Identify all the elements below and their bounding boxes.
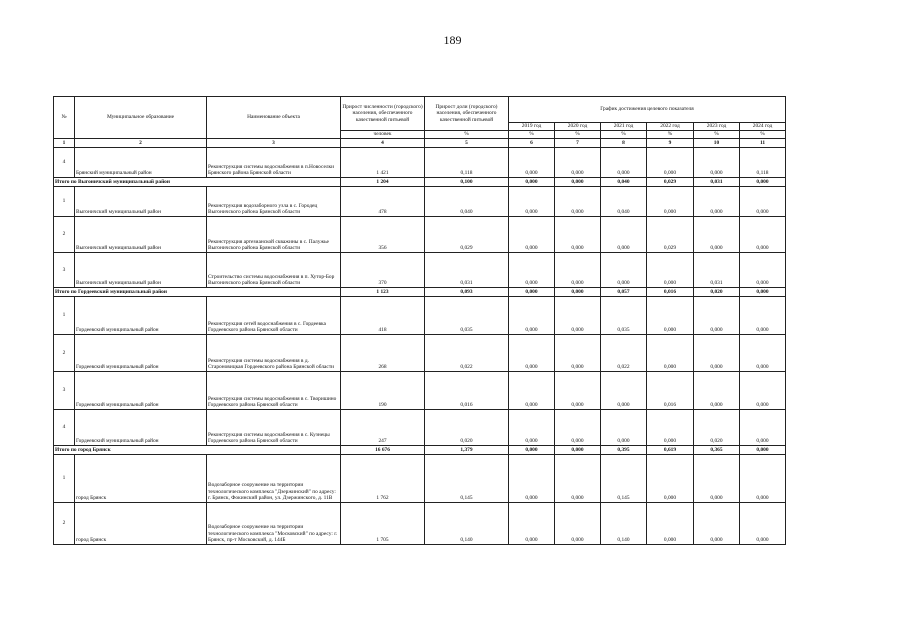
year-value-cell: 0,000: [647, 335, 694, 372]
municipality-cell: Гордеевский муниципальный район: [75, 335, 207, 372]
share-growth-cell: 0,140: [425, 503, 509, 545]
total-year-value: 0,000: [509, 178, 555, 187]
year-value-cell: 0,000: [509, 217, 555, 253]
total-year-value: 0,040: [601, 178, 647, 187]
total-year-value: 0,000: [740, 446, 786, 455]
header-year: 2024 год: [740, 123, 786, 131]
year-value-cell: 0,000: [647, 503, 694, 545]
share-growth-cell: 0,020: [425, 410, 509, 446]
year-value-cell: 0,000: [694, 455, 740, 503]
municipality-cell: город Брянск: [75, 455, 207, 503]
table-row: [54, 253, 786, 288]
year-value-cell: 0,000: [740, 455, 786, 503]
table-body: [54, 139, 786, 545]
year-value-cell: 0,016: [647, 372, 694, 410]
year-value-cell: 0,000: [555, 253, 601, 288]
year-value-cell: 0,000: [740, 410, 786, 446]
total-share-growth: 1,379: [425, 446, 509, 455]
year-value-cell: 0,000: [740, 217, 786, 253]
page-number: 189: [443, 33, 462, 47]
year-value-cell: 0,000: [555, 372, 601, 410]
year-value-cell: 0,040: [601, 187, 647, 217]
column-index: 10: [694, 139, 740, 148]
object-name-cell: Реконструкция системы водоснабжения в с. Кузнецы Гордеевского района Брянской области: [207, 410, 341, 446]
total-year-value: 0,016: [647, 288, 694, 297]
year-value-cell: 0,000: [555, 148, 601, 178]
year-value-cell: 0,000: [509, 372, 555, 410]
year-value-cell: 0,000: [647, 410, 694, 446]
year-value-cell: 0,000: [555, 410, 601, 446]
year-value-cell: 0,118: [740, 148, 786, 178]
year-value-cell: 0,000: [601, 410, 647, 446]
table-row: [54, 148, 786, 178]
object-name-cell: Реконструкция артезианской скважины в с. Палужье Выгоничского района Брянской области: [207, 217, 341, 253]
total-year-value: 0,619: [647, 446, 694, 455]
header-year: 2019 год: [509, 123, 555, 131]
year-value-cell: 0,000: [740, 372, 786, 410]
year-value-cell: 0,000: [647, 187, 694, 217]
column-index: 2: [75, 139, 207, 148]
total-row: [54, 446, 786, 455]
year-value-cell: 0,000: [740, 503, 786, 545]
total-row: [54, 288, 786, 297]
municipality-cell: Гордеевский муниципальный район: [75, 297, 207, 335]
header-year: 2023 год: [694, 123, 740, 131]
header-share-growth: Прирост доли (городского) населения, обеспеченного качественной питьевой: [425, 97, 509, 131]
table-row: [54, 455, 786, 503]
pop-growth-cell: 418: [341, 297, 425, 335]
row-number: 1: [54, 297, 75, 335]
year-value-cell: 0,140: [601, 503, 647, 545]
total-year-value: 0,395: [601, 446, 647, 455]
year-value-cell: 0,020: [694, 410, 740, 446]
unit-pct: %: [694, 131, 740, 139]
unit-pct: %: [647, 131, 694, 139]
column-index: 11: [740, 139, 786, 148]
share-growth-cell: 0,040: [425, 187, 509, 217]
object-name-cell: Строительство системы водоснабжения в п. Хутор-Бор Выгоничского района Брянской области: [207, 253, 341, 288]
pop-growth-cell: 190: [341, 372, 425, 410]
table-row: [54, 297, 786, 335]
column-index: 1: [54, 139, 75, 148]
total-share-growth: 0,093: [425, 288, 509, 297]
total-pop-growth: 1 204: [341, 178, 425, 187]
unit-pct: %: [601, 131, 647, 139]
pop-growth-cell: 1 705: [341, 503, 425, 545]
total-year-value: 0,000: [509, 446, 555, 455]
table-row: [54, 503, 786, 545]
total-year-value: 0,029: [647, 178, 694, 187]
total-year-value: 0,057: [601, 288, 647, 297]
pop-growth-cell: 1 762: [341, 455, 425, 503]
unit-pct: %: [509, 131, 555, 139]
year-value-cell: 0,000: [555, 503, 601, 545]
total-pop-growth: 16 676: [341, 446, 425, 455]
header-year: 2022 год: [647, 123, 694, 131]
year-value-cell: 0,000: [555, 217, 601, 253]
municipality-cell: Гордеевский муниципальный район: [75, 410, 207, 446]
total-year-value: 0,000: [555, 178, 601, 187]
year-value-cell: 0,000: [555, 455, 601, 503]
year-value-cell: 0,000: [601, 148, 647, 178]
unit-pct: %: [425, 131, 509, 139]
year-value-cell: 0,035: [601, 297, 647, 335]
year-value-cell: 0,000: [694, 503, 740, 545]
column-index: 8: [601, 139, 647, 148]
header-municipality: Муниципальное образование: [75, 97, 207, 139]
total-year-value: 0,000: [555, 288, 601, 297]
total-year-value: 0,365: [694, 446, 740, 455]
share-growth-cell: 0,022: [425, 335, 509, 372]
year-value-cell: 0,000: [694, 335, 740, 372]
year-value-cell: 0,000: [647, 297, 694, 335]
total-pop-growth: 1 123: [341, 288, 425, 297]
total-share-growth: 0,100: [425, 178, 509, 187]
column-index: 5: [425, 139, 509, 148]
year-value-cell: 0,000: [509, 455, 555, 503]
unit-pct: %: [740, 131, 786, 139]
municipality-cell: Выгоничский муниципальный район: [75, 253, 207, 288]
municipality-cell: Гордеевский муниципальный район: [75, 372, 207, 410]
total-label: Итого по Выгоничский муниципальный район: [54, 178, 341, 187]
table-row: [54, 217, 786, 253]
pop-growth-cell: 268: [341, 335, 425, 372]
header-no: №: [54, 97, 75, 139]
share-growth-cell: 0,029: [425, 217, 509, 253]
total-row: [54, 178, 786, 187]
year-value-cell: 0,000: [601, 253, 647, 288]
year-value-cell: 0,000: [509, 297, 555, 335]
year-value-cell: 0,031: [694, 253, 740, 288]
year-value-cell: 0,000: [601, 372, 647, 410]
column-index: 7: [555, 139, 601, 148]
object-name-cell: Реконструкция сетей водоснабжения в с. Гордеевка Гордеевского района Брянской области: [207, 297, 341, 335]
year-value-cell: 0,000: [647, 253, 694, 288]
object-name-cell: Водозаборное сооружение на территории технологического комплекса "Московский" по адресу: г. Брянск, пр-т Московский, д. 144Б: [207, 503, 341, 545]
share-growth-cell: 0,145: [425, 455, 509, 503]
header-year: 2020 год: [555, 123, 601, 131]
row-number: 2: [54, 503, 75, 545]
total-year-value: 0,000: [740, 288, 786, 297]
row-number: 4: [54, 148, 75, 178]
total-year-value: 0,031: [694, 178, 740, 187]
year-value-cell: 0,145: [601, 455, 647, 503]
table-row: [54, 335, 786, 372]
year-value-cell: 0,000: [694, 187, 740, 217]
year-value-cell: 0,000: [509, 148, 555, 178]
row-number: 3: [54, 253, 75, 288]
row-number: 1: [54, 455, 75, 503]
year-value-cell: 0,000: [740, 335, 786, 372]
year-value-cell: 0,000: [509, 253, 555, 288]
municipality-cell: город Брянск: [75, 503, 207, 545]
pop-growth-cell: 356: [341, 217, 425, 253]
header-object: Наименование объекта: [207, 97, 341, 139]
pop-growth-cell: 1 421: [341, 148, 425, 178]
year-value-cell: 0,000: [694, 297, 740, 335]
pop-growth-cell: 247: [341, 410, 425, 446]
total-label: Итого по город Брянск: [54, 446, 341, 455]
row-number: 2: [54, 217, 75, 253]
total-year-value: 0,020: [694, 288, 740, 297]
object-name-cell: Реконструкция системы водоснабжения в д. Староновицкая Гордеевского района Брянской области: [207, 335, 341, 372]
header-pop-growth: Прирост численности (городского) населения, обеспеченного качественной питьевой: [341, 97, 425, 131]
year-value-cell: 0,000: [601, 217, 647, 253]
year-value-cell: 0,000: [647, 455, 694, 503]
year-value-cell: 0,000: [509, 187, 555, 217]
municipality-cell: Брянский муниципальный район: [75, 148, 207, 178]
share-growth-cell: 0,016: [425, 372, 509, 410]
target-indicator-table: [53, 96, 786, 545]
year-value-cell: 0,000: [509, 410, 555, 446]
total-year-value: 0,000: [509, 288, 555, 297]
row-number: 1: [54, 187, 75, 217]
column-index: 6: [509, 139, 555, 148]
year-value-cell: 0,000: [555, 187, 601, 217]
unit-people: человек: [341, 131, 425, 139]
municipality-cell: Выгоничский муниципальный район: [75, 217, 207, 253]
pop-growth-cell: 478: [341, 187, 425, 217]
column-index: 4: [341, 139, 425, 148]
year-value-cell: 0,000: [694, 372, 740, 410]
object-name-cell: Реконструкция водозаборного узла в с. Городец Выгоничского района Брянской области: [207, 187, 341, 217]
table-row: [54, 372, 786, 410]
column-index: 9: [647, 139, 694, 148]
row-number: 2: [54, 335, 75, 372]
municipality-cell: Выгоничский муниципальный район: [75, 187, 207, 217]
unit-pct: %: [555, 131, 601, 139]
year-value-cell: 0,000: [647, 148, 694, 178]
share-growth-cell: 0,035: [425, 297, 509, 335]
column-index: 3: [207, 139, 341, 148]
total-label: Итого по Гордеевский муниципальный район: [54, 288, 341, 297]
table-row: [54, 410, 786, 446]
year-value-cell: 0,000: [740, 253, 786, 288]
header-year: 2021 год: [601, 123, 647, 131]
share-growth-cell: 0,118: [425, 148, 509, 178]
year-value-cell: 0,000: [555, 297, 601, 335]
object-name-cell: Реконструкция системы водоснабжения в с. Творишино Гордеевского района Брянской области: [207, 372, 341, 410]
year-value-cell: 0,000: [555, 335, 601, 372]
object-name-cell: Реконструкция системы водоснабжения в п.Новоселки Брянского района Брянской области: [207, 148, 341, 178]
year-value-cell: 0,029: [647, 217, 694, 253]
table-row: [54, 187, 786, 217]
year-value-cell: 0,000: [694, 148, 740, 178]
row-number: 4: [54, 410, 75, 446]
row-number: 3: [54, 372, 75, 410]
year-value-cell: 0,000: [740, 187, 786, 217]
year-value-cell: 0,000: [509, 335, 555, 372]
total-year-value: 0,000: [555, 446, 601, 455]
header-schedule: График достижения целевого показателя: [509, 97, 786, 123]
object-name-cell: Водозаборное сооружение на территории технологического комплекса "Дзержинский" по адресу: г. Брянск, Фокинский район, ул. Дзержинского, д. 11В: [207, 455, 341, 503]
total-year-value: 0,000: [740, 178, 786, 187]
column-index-row: [54, 139, 786, 148]
year-value-cell: 0,000: [694, 217, 740, 253]
year-value-cell: 0,022: [601, 335, 647, 372]
year-value-cell: 0,000: [740, 297, 786, 335]
year-value-cell: 0,000: [509, 503, 555, 545]
share-growth-cell: 0,031: [425, 253, 509, 288]
pop-growth-cell: 370: [341, 253, 425, 288]
